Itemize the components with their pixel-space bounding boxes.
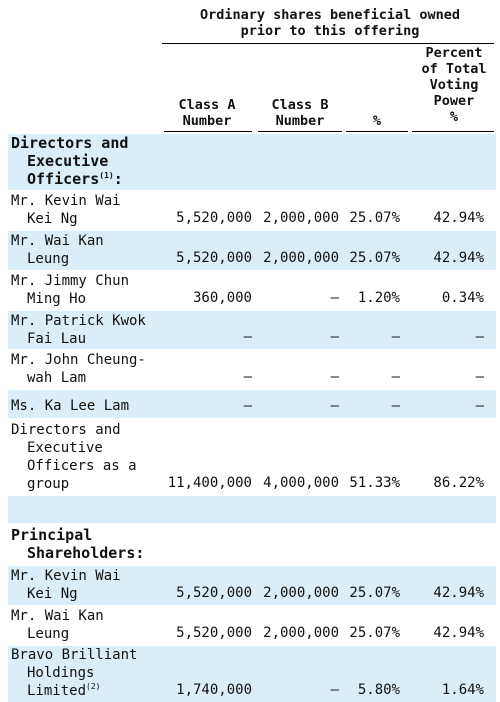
holder-name	[11, 192, 161, 228]
footnote-marker-1: (1)	[99, 171, 114, 180]
holder-name-line1: Ms. Ka Lee Lam	[11, 398, 130, 414]
voting-power-value: —	[475, 329, 484, 345]
table-row	[8, 311, 496, 349]
percent-value: 25.07%	[349, 250, 400, 266]
class-b-value: 2,000,000	[263, 210, 339, 226]
col-rule-voting	[412, 131, 494, 132]
percent-value: 25.07%	[349, 625, 400, 641]
table-row	[8, 566, 496, 605]
class-b-value: 2,000,000	[263, 625, 339, 641]
class-a-value: 5,520,000	[176, 625, 252, 641]
class-b-value: —	[330, 398, 339, 414]
voting-power-value: 42.94%	[433, 250, 484, 266]
voting-power-value: 42.94%	[433, 210, 484, 226]
col-header-voting-line3: Voting	[429, 77, 479, 93]
percent-value: —	[391, 329, 400, 345]
voting-power-value: —	[475, 398, 484, 414]
col-header-class-a	[162, 97, 252, 129]
group-header	[160, 7, 500, 39]
class-a-value: 5,520,000	[176, 250, 252, 266]
class-b-value: 2,000,000	[263, 585, 339, 601]
class-a-value: —	[243, 398, 252, 414]
table-row	[8, 350, 496, 389]
percent-value: 25.07%	[349, 210, 400, 226]
class-b-value: 4,000,000	[263, 475, 339, 491]
class-a-value: 1,740,000	[176, 682, 252, 698]
footnote-marker-2: (2)	[86, 682, 101, 691]
table-row-group-total	[8, 420, 496, 495]
percent-value: 5.80%	[357, 682, 400, 698]
voting-power-value: 86.22%	[433, 475, 484, 491]
percent-value: 25.07%	[349, 585, 400, 601]
class-a-value: —	[243, 369, 252, 385]
holder-name-line2: Fai Lau	[27, 331, 87, 347]
holder-name	[11, 312, 161, 348]
section-directors-title	[11, 134, 161, 188]
percent-value: 1.20%	[357, 290, 400, 306]
col-header-class-b-line2: Number	[275, 113, 325, 129]
group-header-line2: prior to this offering	[240, 23, 420, 39]
section-principal	[8, 525, 496, 565]
voting-power-value: 1.64%	[441, 682, 484, 698]
col-header-pct	[346, 113, 408, 129]
col-header-voting-line4: Power	[433, 93, 475, 109]
table-row	[8, 606, 496, 645]
holder-name-line3-text: Limited	[27, 683, 87, 699]
holder-name-line2: Kei Ng	[27, 211, 78, 227]
col-header-class-b-line1: Class B	[271, 97, 329, 113]
table-row	[8, 646, 496, 702]
group-header-rule	[162, 43, 494, 44]
section-principal-title	[11, 526, 161, 562]
holder-name-line3	[11, 682, 161, 700]
holder-name	[11, 397, 161, 415]
class-b-value: —	[330, 290, 339, 306]
holder-name	[11, 567, 161, 603]
class-a-value: 5,520,000	[176, 210, 252, 226]
voting-power-value: 42.94%	[433, 625, 484, 641]
col-rule-class-b	[258, 131, 342, 132]
holder-name-line2: Executive	[27, 440, 103, 456]
group-header-line1: Ordinary shares beneficial owned	[199, 7, 461, 23]
spacer-row	[8, 496, 496, 523]
col-rule-class-a	[164, 131, 252, 132]
class-b-value: —	[330, 369, 339, 385]
holder-name-line1: Mr. Wai Kan	[11, 233, 104, 249]
section-directors	[8, 134, 496, 190]
col-header-class-b	[256, 97, 344, 129]
section-directors-line1: Directors and	[11, 134, 129, 152]
col-header-voting-line5: %	[449, 109, 459, 125]
table-row	[8, 390, 496, 418]
col-rule-pct	[346, 131, 408, 132]
holder-name-line3: Officers as a	[27, 458, 137, 474]
class-b-value: —	[330, 682, 339, 698]
class-a-value: 360,000	[192, 290, 252, 306]
class-b-value: 2,000,000	[263, 250, 339, 266]
holder-name	[11, 351, 161, 387]
percent-value: 51.33%	[349, 475, 400, 491]
section-directors-colon: :	[113, 170, 123, 188]
table-row	[8, 271, 496, 310]
section-directors-line3	[11, 170, 161, 188]
col-header-pct-label: %	[372, 113, 382, 129]
table-row	[8, 192, 496, 230]
class-b-value: —	[330, 329, 339, 345]
holder-name-line1: Directors and	[11, 422, 121, 438]
holder-name	[11, 607, 161, 643]
holder-name-line2: wah Lam	[27, 370, 87, 386]
holder-name-line2: Leung	[27, 251, 70, 267]
holder-name-line4: group	[27, 476, 70, 492]
section-principal-line2: Shareholders:	[27, 544, 145, 562]
holder-name-line1: Mr. Kevin Wai	[11, 568, 121, 584]
section-directors-line2: Executive	[27, 152, 109, 170]
holder-name-line1: Mr. Kevin Wai	[11, 193, 121, 209]
class-a-value: —	[243, 329, 252, 345]
holder-name-line1: Mr. Wai Kan	[11, 608, 104, 624]
class-a-value: 11,400,000	[167, 475, 252, 491]
holder-name	[11, 272, 161, 308]
section-principal-line1: Principal	[11, 526, 93, 544]
section-directors-line3-text: Officers	[27, 170, 100, 188]
holder-name-line1: Mr. Patrick Kwok	[11, 313, 146, 329]
holder-name-line2: Leung	[27, 626, 70, 642]
holder-name	[11, 232, 161, 268]
class-a-value: 5,520,000	[176, 585, 252, 601]
voting-power-value: 42.94%	[433, 585, 484, 601]
holder-name-line2: Ming Ho	[27, 291, 87, 307]
holder-name	[11, 421, 161, 493]
col-header-class-a-line2: Number	[182, 113, 232, 129]
holder-name-line1: Bravo Brilliant	[11, 647, 138, 663]
voting-power-value: —	[475, 369, 484, 385]
holder-name-line1: Mr. Jimmy Chun	[11, 273, 130, 289]
col-header-voting-line1: Percent	[425, 45, 483, 61]
col-header-voting-line2: of Total	[421, 61, 487, 77]
percent-value: —	[391, 398, 400, 414]
col-header-voting	[412, 45, 496, 125]
holder-name-line2: Holdings	[27, 665, 95, 681]
percent-value: —	[391, 369, 400, 385]
holder-name-line2: Kei Ng	[27, 586, 78, 602]
table-row	[8, 231, 496, 270]
holder-name-line1: Mr. John Cheung-	[11, 352, 146, 368]
col-header-class-a-line1: Class A	[178, 97, 236, 113]
holder-name	[11, 646, 161, 700]
voting-power-value: 0.34%	[441, 290, 484, 306]
